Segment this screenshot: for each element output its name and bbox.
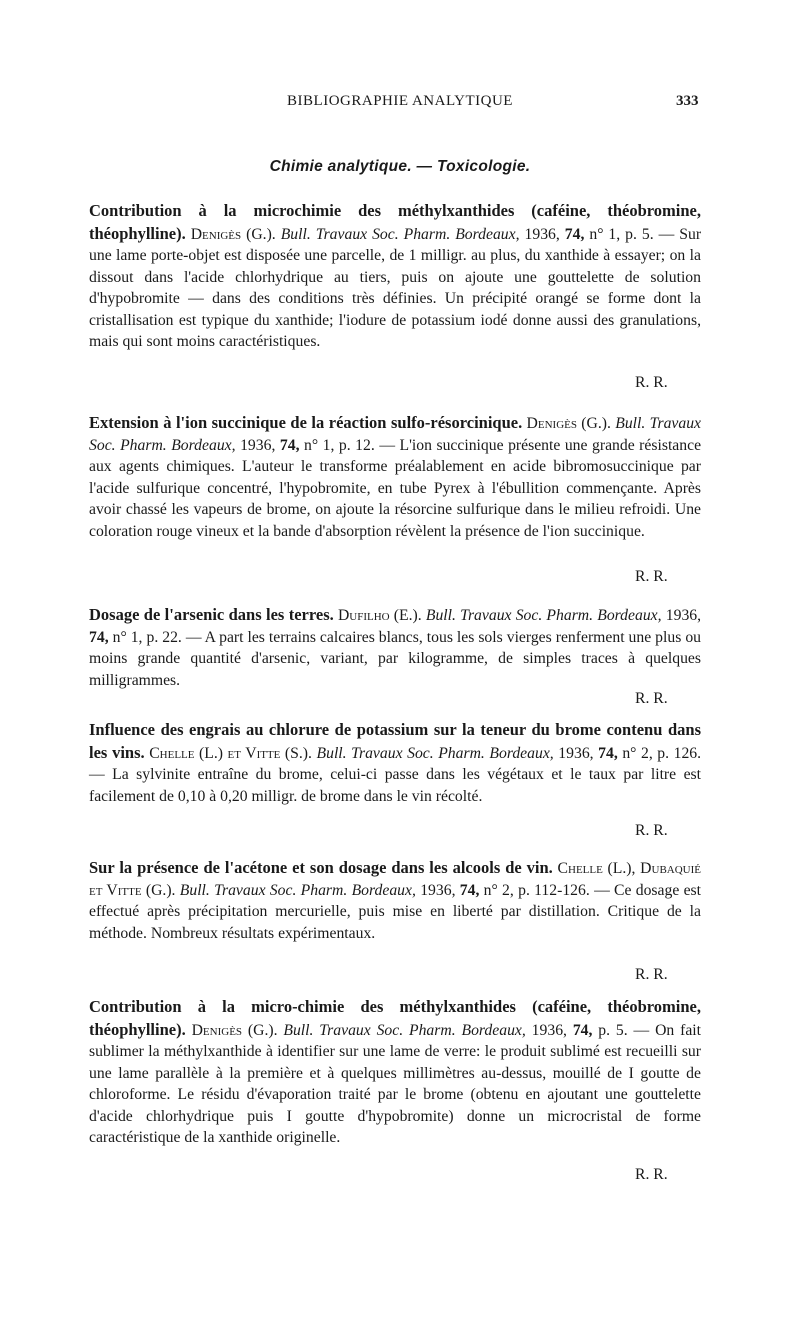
entry-author: Denigès (G.). <box>191 1021 278 1039</box>
entry-body: — A part les terrains calcaires blancs, tous les sols vierges renferment une plus ou moins grande quantité d'arsenic, variant, par kilogramme, de simples traces à quelques milligrammes. <box>89 628 702 689</box>
entry-reference: n° 2, p. 112-126. <box>483 881 590 899</box>
entry-author: Chelle (L.), Dubaquié et Vitte (G.). <box>89 860 702 899</box>
entry-year: 1936, <box>420 881 456 899</box>
abstract-entry <box>89 996 701 1149</box>
entry-reference: n° 1, p. 5. <box>589 225 654 243</box>
entry-author: Chelle (L.) et Vitte (S.). <box>149 744 312 762</box>
page-number: 333 <box>676 93 699 109</box>
entry-journal: Bull. Travaux Soc. Pharm. Bordeaux, <box>280 225 520 243</box>
entry-title: Contribution à la microchimie des méthylxanthides (caféine, théobromine, théophylline). <box>89 201 701 243</box>
abstract-entry <box>89 719 701 807</box>
entry-year: 1936, <box>531 1021 567 1039</box>
entry-author: Dufilho (E.). <box>337 607 422 624</box>
entry-year: 1936, <box>524 225 560 243</box>
entry-journal: Bull. Travaux Soc. Pharm. Bordeaux, <box>89 415 702 454</box>
entry-title: Sur la présence de l'acétone et son dosage dans les alcools de vin. <box>89 858 553 877</box>
entry-title: Influence des engrais au chlorure de potassium sur la teneur du brome contenu dans les vins. <box>89 720 701 762</box>
abstract-entry <box>89 200 701 353</box>
entry-signature: R. R. <box>635 568 668 585</box>
entry-body: — Sur une lame porte-objet est disposée une parcelle, de 1 milligr. au plus, du xanthide à essayer; on la dissout dans l'acide chlorhydrique au tiers, puis on ajoute une gouttelette de solution d'hypobromite — dans des conditions très définies. Un précipité orangé se forme dont la cristallisation est typique du xanthide; l'iodure de potassium iodé donne aussi des granulations, mais qui sont moins caractéristiques. <box>89 225 702 350</box>
entry-signature: R. R. <box>635 690 668 707</box>
entry-title: Dosage de l'arsenic dans les terres. <box>89 605 334 624</box>
entry-title: Contribution à la micro-chimie des méthylxanthides (caféine, théobromine, théophylline). <box>89 997 701 1039</box>
entry-reference: p. 5. <box>598 1021 628 1039</box>
entry-volume: 74, <box>598 744 618 762</box>
entry-volume: 74, <box>279 436 300 454</box>
entry-volume: 74, <box>564 225 585 243</box>
entry-body: — On fait sublimer la méthylxanthide à identifier sur une lame de verre: le produit sublimé est recueilli sur une lame parallèle à la première et à quelques millimètres au-dessus, mouillé de I goutte de chloroforme. Le résidu d'évaporation traité par le brome (obtenu en ajoutant une gouttelette d'acide chlorhydrique puis I goutte d'hypobromite) donne un microcristal de forme caractéristique de la xanthide originelle. <box>89 1021 702 1146</box>
entry-volume: 74, <box>89 628 109 646</box>
entry-volume: 74, <box>572 1021 593 1039</box>
abstract-entry <box>89 857 701 944</box>
entry-signature: R. R. <box>635 966 668 983</box>
entry-journal: Bull. Travaux Soc. Pharm. Bordeaux, <box>179 881 416 899</box>
entry-signature: R. R. <box>635 822 668 839</box>
entry-author: Denigès (G.). <box>190 225 276 243</box>
entry-year: 1936, <box>558 744 594 762</box>
running-title: BIBLIOGRAPHIE ANALYTIQUE <box>287 93 513 109</box>
abstract-entry <box>89 412 701 542</box>
entry-body: — Ce dosage est effectué après précipitation mercurielle, puis mise en liberté par distillation. Critique de la méthode. Nombreux résultats expérimentaux. <box>89 881 702 942</box>
entry-reference: n° 1, p. 22. <box>112 628 182 646</box>
entry-author: Denigès (G.). <box>526 415 611 432</box>
entry-reference: n° 2, p. 126. <box>622 744 702 762</box>
entry-volume: 74, <box>459 881 480 899</box>
entry-signature: R. R. <box>635 1166 668 1183</box>
entry-journal: Bull. Travaux Soc. Pharm. Bordeaux, <box>283 1021 526 1039</box>
running-header <box>0 93 800 115</box>
entry-body: — L'ion succinique présente une grande résistance aux agents chimiques. L'auteur le transforme préalablement en acide bibromosuccinique par l'acide sulfurique concentré, l'hypobromite, en tube Pyrex à l'ébullition commençante. Après avoir chassé les vapeurs de brome, on ajoute la résorcine sulfurique dans le milieu refroidi. Une coloration rouge vineux et la bande d'absorption révèlent la présence de l'ion succinique. <box>89 436 702 540</box>
entry-year: 1936, <box>665 607 702 624</box>
entry-title: Extension à l'ion succinique de la réaction sulfo-résorcinique. <box>89 413 523 432</box>
section-title: Chimie analytique. — Toxicologie. <box>269 158 531 175</box>
entry-body: — La sylvinite entraîne du brome, celui-ci passe dans les végétaux et le taux par litre est facilement de 0,10 à 0,20 milligr. de brome dans le vin récolté. <box>89 766 701 805</box>
entry-signature: R. R. <box>635 374 668 391</box>
entry-reference: n° 1, p. 12. <box>304 436 375 454</box>
entry-journal: Bull. Travaux Soc. Pharm. Bordeaux, <box>316 744 554 762</box>
entry-year: 1936, <box>240 436 276 454</box>
entry-journal: Bull. Travaux Soc. Pharm. Bordeaux, <box>425 607 662 624</box>
abstract-entry <box>89 604 701 691</box>
